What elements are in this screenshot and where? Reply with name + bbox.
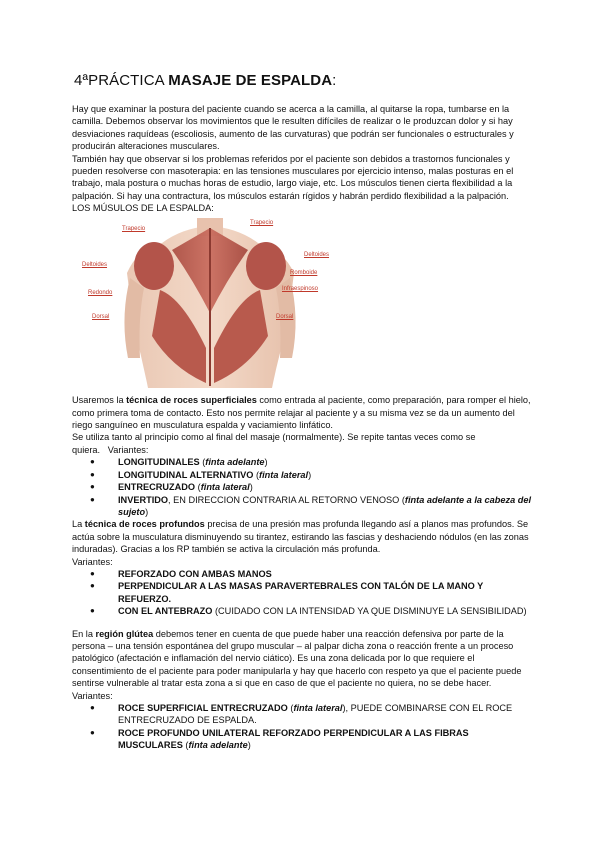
label-trapecio-top: Trapecio xyxy=(250,220,274,227)
superficial-usage: Se utiliza tanto al principio como al final del masaje (normalmente). Se repite tantas veces como se quiera. Variantes: xyxy=(72,432,476,455)
list-item: ● ROCE PROFUNDO UNILATERAL REFORZADO PERPENDICULAR A LAS FIBRAS MUSCULARES (finta adelante) xyxy=(118,727,532,752)
list-item: ● ROCE SUPERFICIAL ENTRECRUZADO (finta lateral), PUEDE COMBINARSE CON EL ROCE ENTRECRUZADO DE ESPALDA. xyxy=(118,702,532,727)
label-redondo: Redondo xyxy=(88,290,113,297)
list-item: ● ENTRECRUZADO (finta lateral) xyxy=(118,481,532,493)
list-item: ● PERPENDICULAR A LAS MASAS PARAVERTEBRALES CON TALÓN DE LA MANO Y REFUERZO. xyxy=(118,580,532,605)
intro-paragraph-2: También hay que observar si los problemas referidos por el paciente son debidos a trastornos funcionales y pueden resolverse con masoterapia: en las tensiones musculares por ejercicio intenso, malas posturas en el trabajo, mala postura o muchas horas de estudio, largo viaje, etc. Los músculos tienen cierta flexibilidad a la palpación. Si hay una contractura, los músculos estarán rígidos y habrán perdido flexibilidad a la palpación. xyxy=(72,153,514,201)
deep-variants-label: Variantes: xyxy=(72,556,113,567)
list-item: ● CON EL ANTEBRAZO (CUIDADO CON LA INTENSIDAD YA QUE DISMINUYE LA SENSIBILIDAD) xyxy=(118,605,532,617)
page-title: 4ªPRÁCTICA MASAJE DE ESPALDA: xyxy=(74,72,337,89)
superficial-variants-list xyxy=(72,456,532,518)
muscles-heading: LOS MÚSULOS DE LA ESPALDA: xyxy=(72,203,214,214)
list-item: ● LONGITUDINAL ALTERNATIVO (finta lateral) xyxy=(118,469,532,481)
label-infraespinoso: Infraespinoso xyxy=(282,286,319,293)
back-muscles-illustration xyxy=(82,218,342,388)
list-item: ● LONGITUDINALES (finta adelante) xyxy=(118,456,532,468)
deep-paragraph: La técnica de roces profundos precisa de una presión mas profunda llegando así a planos mas profundos. Se actúa sobre la musculatura disminuyendo su tirantez, estirando las fascias y deshaciendo nódulos (en las zonas induradas). Gracias a los RP también se activa la circulación más profunda. xyxy=(72,519,529,555)
list-item: ● INVERTIDO, EN DIRECCION CONTRARIA AL RETORNO VENOSO (finta adelante a la cabeza del sujeto) xyxy=(118,494,532,519)
list-item: ● REFORZADO CON AMBAS MANOS xyxy=(118,568,532,580)
glutea-variants-list xyxy=(72,702,532,752)
document-page xyxy=(72,72,532,752)
label-trapecio-left: Trapecio xyxy=(122,226,146,233)
label-dorsal-left: Dorsal xyxy=(92,314,110,321)
back-muscles-drawing xyxy=(82,218,342,388)
label-deltoides-left: Deltoides xyxy=(82,262,108,269)
glutea-paragraph: En la región glútea debemos tener en cuenta de que puede haber una reacción defensiva por parte de la persona – una tensión espontánea del grupo muscular – al palpar dicha zona o reacción frente a un proceso patológico (afectación e inflamación del nervio ciático). Es una zona delicada por lo que requiere el consentimiento de el paciente para poder manipularla y hay que hacerlo con respeto ya que el paciente puede sentirse vulnerable al tratar esta zona a si que en caso de que el paciente no quiera, no se debe hacer. Variantes: xyxy=(72,628,522,701)
intro-paragraph-1: Hay que examinar la postura del paciente cuando se acerca a la camilla, al quitarse la ropa, tumbarse en la camilla. Debemos observar los movimientos que le resulten difíciles de realizar o le produzcan dolor y si hay desviaciones raquídeas (escoliosis, aumento de las curvaturas) que podrán ser funcionales o estructurales y producirán alteraciones musculares. xyxy=(72,104,514,152)
label-romboide: Romboide xyxy=(290,270,318,277)
label-dorsal-right: Dorsal xyxy=(276,314,294,321)
label-deltoides-right: Deltoides xyxy=(304,252,330,259)
deep-variants-list xyxy=(72,568,532,618)
superficial-paragraph: Usaremos la técnica de roces superficiales como entrada al paciente, como preparación, para romper el hielo, como primera toma de contacto. Esto nos permite relajar al paciente y a su misma vez se da un aumento del riego sanguíneo en musculatura espalda y vaciamiento linfático. xyxy=(72,395,531,431)
